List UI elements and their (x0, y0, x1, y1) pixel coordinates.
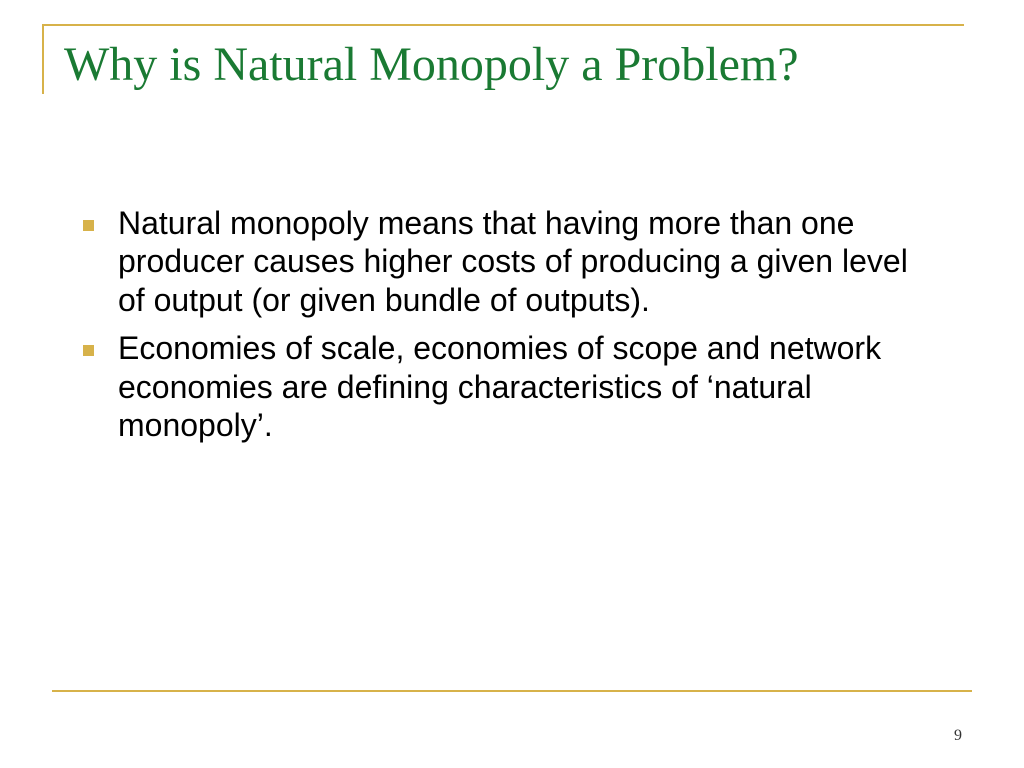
slide-title: Why is Natural Monopoly a Problem? (64, 38, 799, 91)
bullet-text: Natural monopoly means that having more than one producer causes higher costs of producing a given level of output (or given bundle of outputs). (118, 205, 908, 318)
top-accent-line (42, 24, 964, 26)
page-number: 9 (954, 727, 962, 744)
bottom-divider (52, 690, 972, 692)
bullet-list (80, 204, 940, 454)
bullet-item (80, 204, 940, 319)
left-accent-line (42, 24, 44, 94)
square-bullet-icon (83, 345, 94, 356)
bullet-item (80, 329, 940, 444)
bullet-text: Economies of scale, economies of scope and network economies are defining characteristics of ‘natural monopoly’. (118, 330, 882, 443)
square-bullet-icon (83, 220, 94, 231)
